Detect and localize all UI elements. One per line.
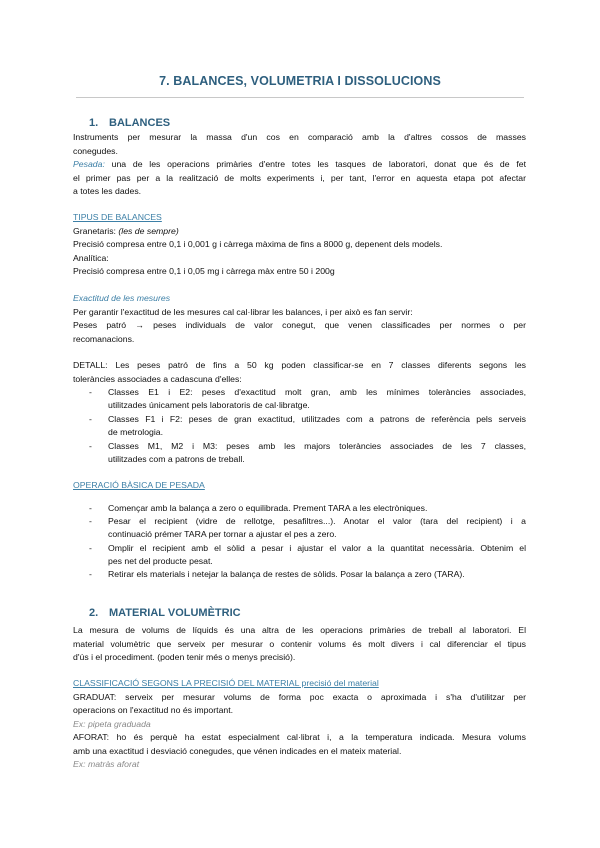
tipus-balances-block <box>73 211 526 279</box>
section-heading-balances <box>89 117 170 129</box>
page-title: 7. BALANCES, VOLUMETRIA I DISSOLUCIONS <box>159 74 441 88</box>
paragraph-line: Instruments per mesurar la massa d'un cos en comparació amb la d'altres cossos de masses <box>73 132 526 142</box>
paragraph-line: a totes les dades. <box>73 186 142 196</box>
list-dash: - <box>89 387 92 397</box>
pesada-term: Pesada: <box>73 159 105 169</box>
granetaris-note: (les de sempre) <box>118 225 179 236</box>
material-intro <box>73 624 526 665</box>
paragraph-line: La mesura de volums de líquids és una altra de les operacions primàries de treball al laboratori. El <box>73 625 526 635</box>
subheading-operacio-pesada[interactable]: OPERACIÓ BÀSICA DE PESADA <box>73 480 205 490</box>
list-dash: - <box>89 414 92 424</box>
example-note: Ex: pipeta graduada <box>73 718 151 729</box>
list-item-line: Retirar els materials i netejar la balança de restes de sòlids. Posar la balança a zero (TARA). <box>108 569 465 579</box>
paragraph-line: conegudes. <box>73 145 118 156</box>
paragraph-line: GRADUAT: serveix per mesurar volums de forma poc exacta o aproximada i s'ha d'utilitzar per <box>73 691 526 702</box>
list-item-line: utilitzades com a patrons de treball. <box>108 454 245 464</box>
paragraph-line: toleràncies associades a cadascuna d'elles: <box>73 373 242 384</box>
list-item-line: Començar amb la balança a zero o equilibrada. Prement TARA a les electròniques. <box>108 503 428 513</box>
list-item-line: pes net del producte pesat. <box>108 556 213 566</box>
paragraph-line: amb una exactitud i desviació conegudes, que vénen indicades en el mateix material. <box>73 745 402 756</box>
section-title: BALANCES <box>109 117 171 129</box>
subheading-classificacio[interactable]: CLASSIFICACIÓ SEGONS LA PRECISIÓ DEL MATERIAL precisió del material <box>73 678 379 688</box>
list-dash: - <box>89 503 92 513</box>
paragraph-line: DETALL: Les peses patró de fins a 50 kg poden classificar-se en 7 classes diferents segons les <box>73 360 526 370</box>
list-dash: - <box>89 543 92 553</box>
paragraph-line: operacions on l'exactitud no és important. <box>73 705 234 715</box>
section-title: MATERIAL VOLUMÈTRIC <box>109 607 241 619</box>
list-item-line: utilitzades únicament pels laboratoris de cal·libratge. <box>108 400 310 410</box>
list-item-line: Omplir el recipient amb el sòlid a pesar i ajustar el valor a la quantitat necessària. Obtenim el <box>108 543 526 553</box>
section-number: 2. <box>89 607 99 619</box>
list-dash: - <box>89 441 92 451</box>
paragraph-line: d'ús i el procediment. (poden tenir més o menys precisió). <box>73 652 296 662</box>
example-note: Ex: matràs aforat <box>73 759 140 769</box>
title-divider <box>76 97 524 98</box>
paragraph-line: Per garantir l'exactitud de les mesures cal cal·librar les balances, i per això es fan servir: <box>73 306 413 317</box>
section-number: 1. <box>89 117 99 129</box>
operacio-heading-block <box>73 479 526 493</box>
paragraph-line: el primer pas per a la realització de molts experiments i, per tant, l'error en aquesta etapa pot afectar <box>73 172 526 183</box>
list-item-line: de metrologia. <box>108 427 164 437</box>
detall-block <box>73 359 526 386</box>
list-item-line: Classes E1 i E2: peses d'exactitud molt gran, amb les mínimes toleràncies associades, <box>108 387 526 397</box>
subheading-tipus-balances[interactable]: TIPUS DE BALANCES <box>73 212 162 222</box>
list-item-line: Pesar el recipient (vidre de rellotge, pesafiltres...). Anotar el valor (tara del recipient) i a <box>108 516 526 526</box>
analitica-label: Analítica: <box>73 252 109 263</box>
exactitud-block <box>73 292 526 346</box>
section-heading-material-volumetric <box>89 607 241 619</box>
list-dash: - <box>89 516 92 526</box>
paragraph-line: Peses patró → peses individuals de valor conegut, que venen classificades per normes o per <box>73 320 526 330</box>
list-item-line: Classes M1, M2 i M3: peses amb les majors toleràncies associades de les 7 classes, <box>108 441 526 451</box>
list-item-line: Classes F1 i F2: peses de gran exactitud, utilitzades com a patrons de referència pels serveis <box>108 414 526 424</box>
paragraph-line: AFORAT: ho és perquè ha estat especialment cal·librat i, a la temperatura indicada. Mesura volums <box>73 732 526 742</box>
granetaris-line <box>73 225 526 239</box>
paragraph-line: recomanacions. <box>73 333 135 344</box>
list-dash: - <box>89 569 92 579</box>
analitica-desc: Precisió compresa entre 0,1 i 0,05 mg i càrrega màx entre 50 i 200g <box>73 266 335 276</box>
paragraph-line: material volumètric que serveix per mesurar o contenir volums és molt divers i cal diferenciar el tipus <box>73 638 526 649</box>
subheading-exactitud: Exactitud de les mesures <box>73 293 171 303</box>
granetaris-desc: Precisió compresa entre 0,1 i 0,001 g i càrrega màxima de fins a 8000 g, depenent dels models. <box>73 239 443 249</box>
list-item-line: continuació prémer TARA per tornar a ajustar el pes a zero. <box>108 529 337 539</box>
paragraph-line <box>73 158 526 172</box>
classificacio-block <box>73 677 526 772</box>
granetaris-label: Granetaris: <box>73 225 119 236</box>
balances-intro <box>73 131 526 199</box>
pesada-text: una de les operacions primàries d'entre totes les tasques de laboratori, donat que és de fet <box>104 159 526 169</box>
